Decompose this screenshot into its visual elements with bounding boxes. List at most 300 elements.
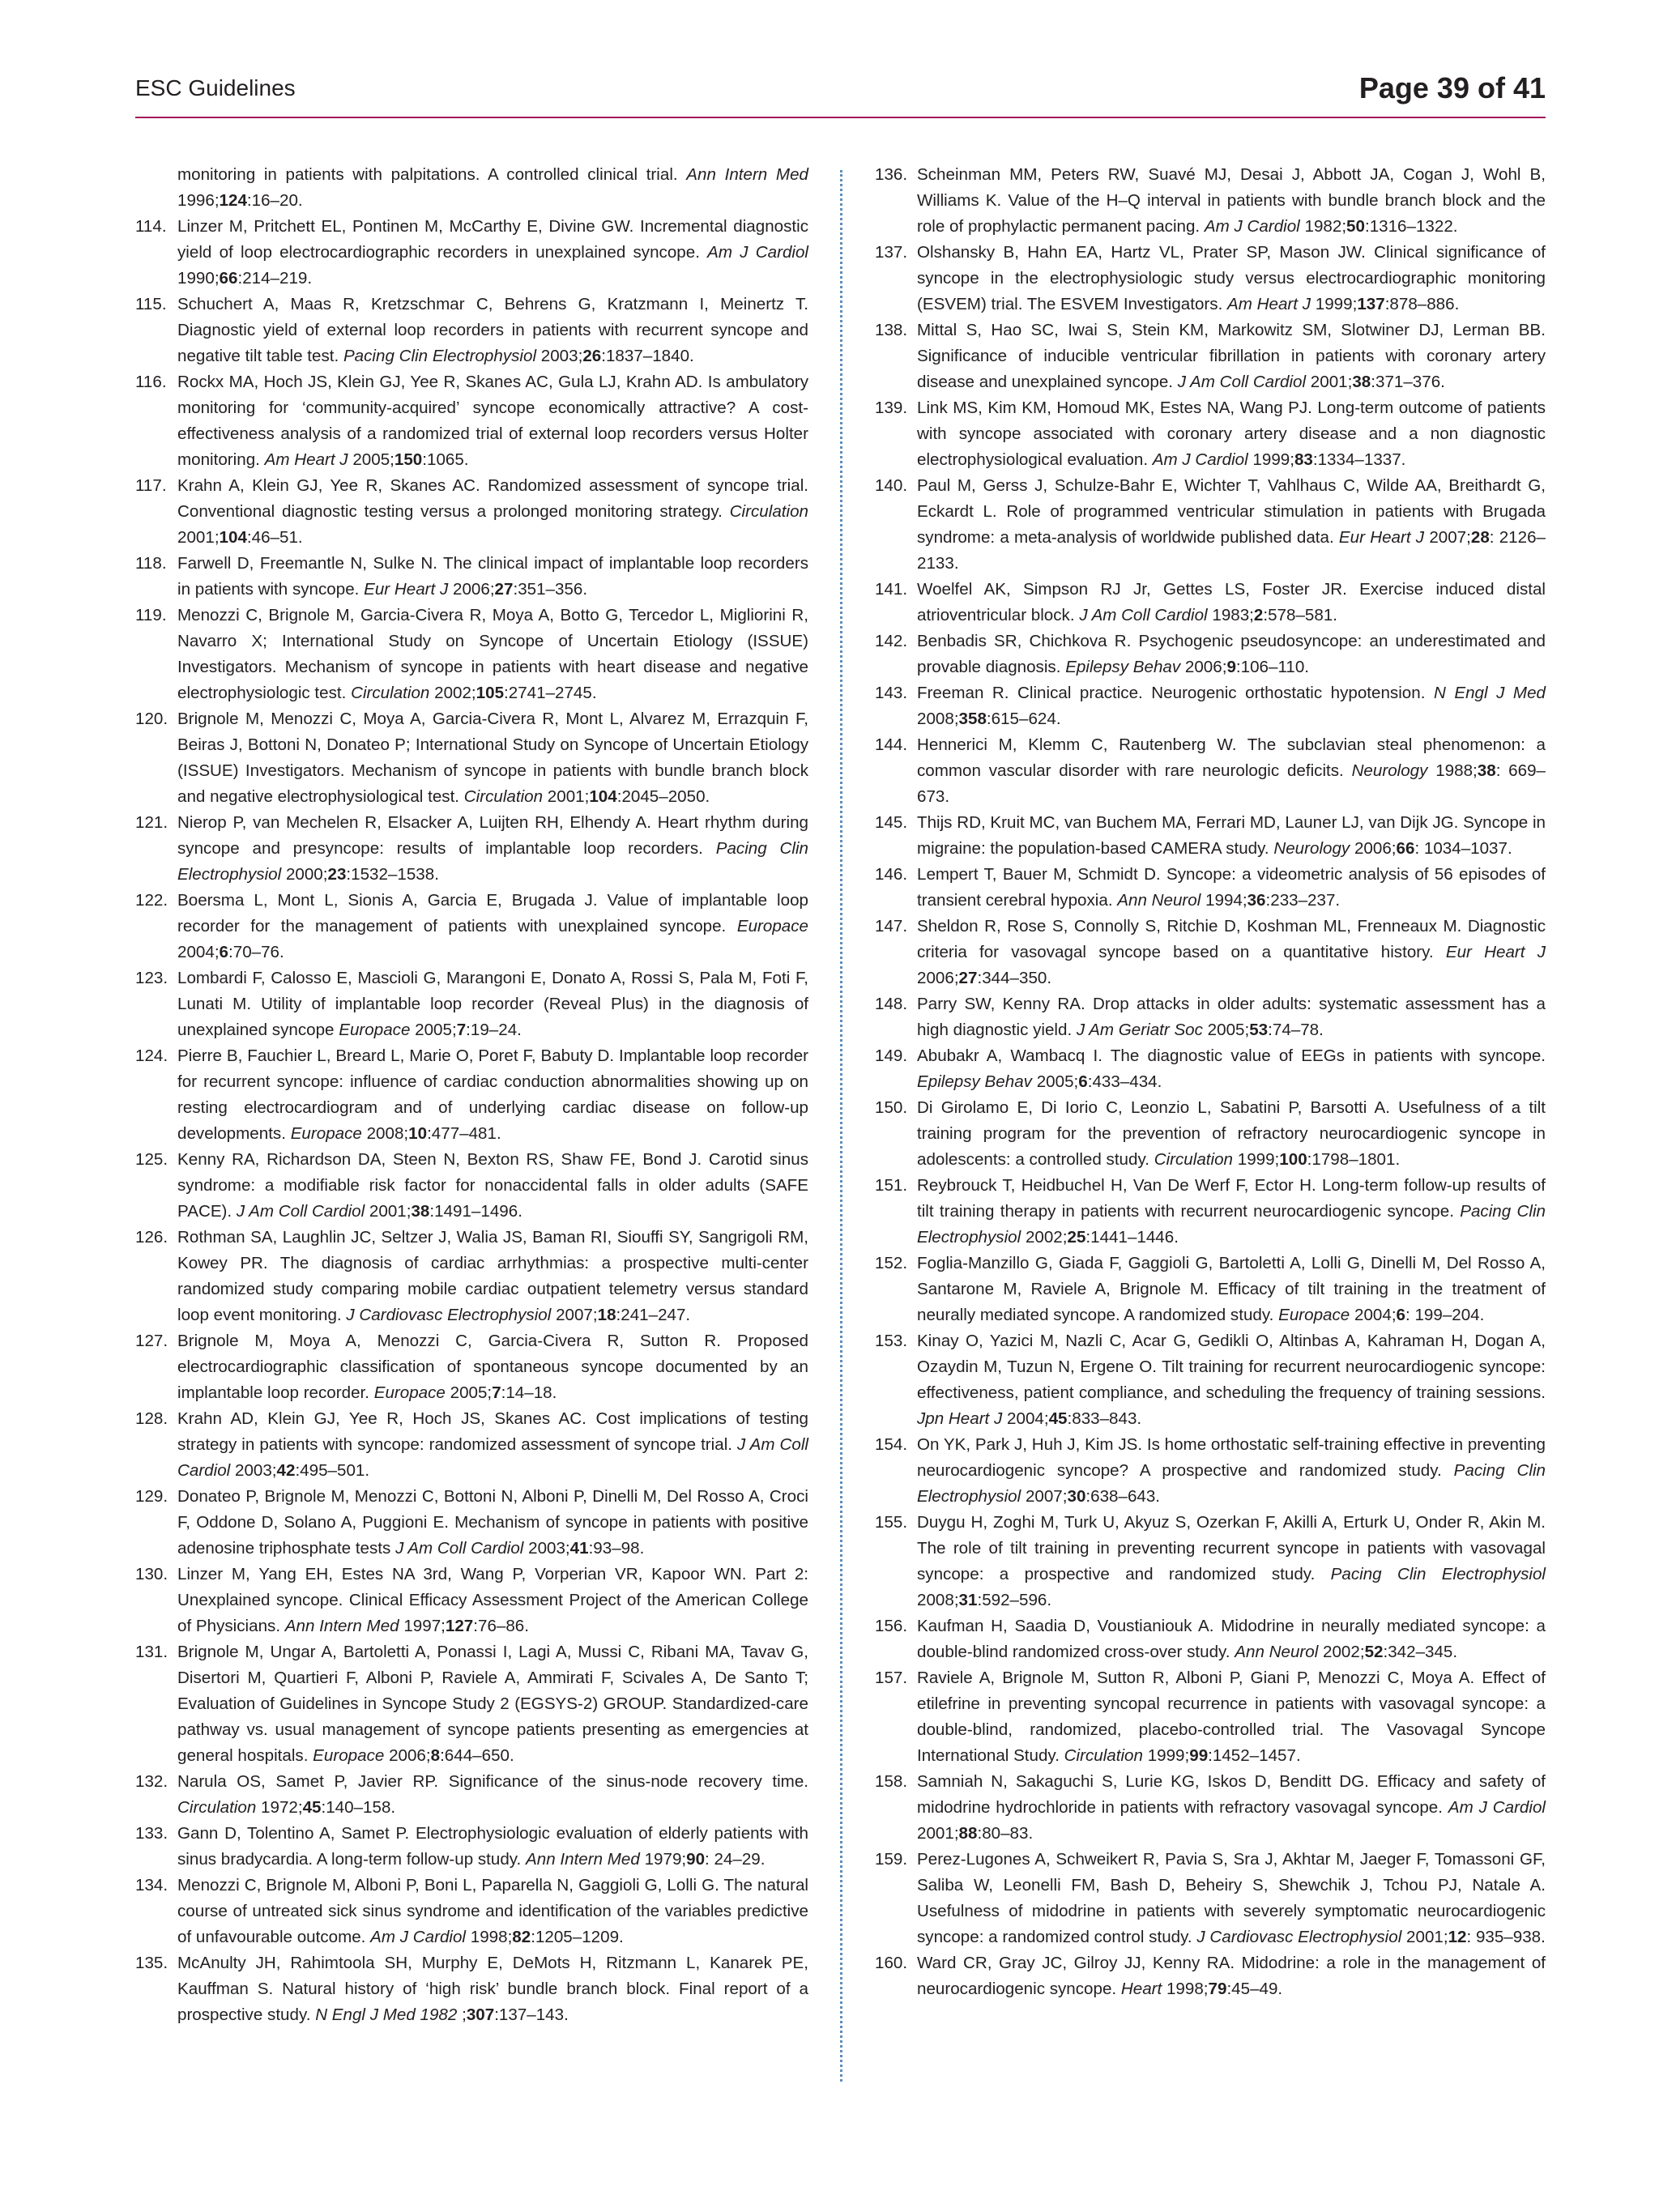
reference-journal: Ann Intern Med	[526, 1850, 640, 1869]
reference-year: 2001;	[917, 1824, 959, 1843]
reference-volume: 26	[582, 347, 602, 365]
reference-number: 140.	[875, 476, 908, 495]
reference-text: Lempert T, Bauer M, Schmidt D. Syncope: a videometric analysis of 56 episodes of transient cerebral hypoxia.	[917, 865, 1546, 910]
reference-number: 144.	[875, 735, 908, 754]
reference-year: 2003;	[528, 1539, 570, 1558]
reference-text: Duygu H, Zoghi M, Turk U, Akyuz S, Ozerkan F, Akilli A, Erturk U, Onder R, Akin M. The role of tilt training in preventing recurrent syncope in patients with vasovagal syncope: a prospective and randomized study.	[917, 1513, 1546, 1583]
reference-number: 133.	[135, 1824, 168, 1843]
reference-text: Lombardi F, Calosso E, Mascioli G, Marangoni E, Donato A, Rossi S, Pala M, Foti F, Lunati M. Utility of implantable loop recorder (Reveal Plus) in the diagnosis of unexplained syncope	[177, 969, 808, 1039]
reference-volume: 8	[430, 1746, 441, 1765]
reference-volume: 38	[1352, 373, 1371, 391]
reference-text: Rockx MA, Hoch JS, Klein GJ, Yee R, Skanes AC, Gula LJ, Krahn AD. Is ambulatory monitoring for ‘community-acquired’ syncope economically attractive? A cost-effectiveness analysis of a randomized trial of external loop recorders versus Holter monitoring.	[177, 373, 808, 469]
reference-text: Boersma L, Mont L, Sionis A, Garcia E, Brugada J. Value of implantable loop recorder for the management of patients with unexplained syncope.	[177, 891, 808, 936]
reference-number: 149.	[875, 1046, 908, 1065]
reference-volume: 307	[466, 2005, 495, 2024]
reference-journal: J Am Coll Cardiol	[177, 1435, 808, 1480]
reference-number: 121.	[135, 813, 168, 832]
reference-text: Hennerici M, Klemm C, Rautenberg W. The subclavian steal phenomenon: a common vascular disorder with rare neurologic deficits.	[917, 735, 1546, 780]
reference-entry	[135, 603, 808, 706]
reference-year: 2007;	[1025, 1487, 1068, 1506]
reference-volume: 105	[476, 684, 505, 702]
reference-number: 117.	[135, 476, 167, 495]
reference-text: Parry SW, Kenny RA. Drop attacks in older adults: systematic assessment has a high diagnostic yield.	[917, 995, 1546, 1039]
reference-pages: : 2126–2133.	[917, 528, 1546, 573]
reference-pages: :137–143.	[494, 2005, 569, 2024]
reference-text: Samniah N, Sakaguchi S, Lurie KG, Iskos D, Benditt DG. Efficacy and safety of midodrine hydrochloride in patients with refractory vasovagal syncope.	[917, 1772, 1546, 1817]
reference-number: 137.	[875, 243, 908, 262]
reference-journal: J Am Coll Cardiol	[1177, 373, 1307, 391]
reference-entry	[875, 318, 1546, 395]
reference-text: Kinay O, Yazici M, Nazli C, Acar G, Gedikli O, Altinbas A, Kahraman H, Dogan A, Ozaydin M, Tuzun N, Ergene O. Tilt training for recurrent neurocardiogenic syncope: effectiveness, patient compliance, and scheduling the frequency of training sessions.	[917, 1332, 1546, 1402]
reference-pages: :1441–1446.	[1085, 1228, 1179, 1247]
reference-pages: :214–219.	[237, 269, 313, 288]
reference-number: 123.	[135, 969, 168, 987]
reference-pages: :1334–1337.	[1312, 450, 1406, 469]
reference-journal: Circulation	[177, 1798, 257, 1817]
reference-volume: 52	[1364, 1643, 1384, 1661]
reference-journal: Circulation	[351, 684, 430, 702]
reference-volume: 7	[492, 1383, 501, 1402]
reference-pages: :1491–1496.	[429, 1202, 522, 1221]
reference-journal: N Engl J Med	[1433, 684, 1546, 702]
reference-journal: Am Heart J	[264, 450, 348, 469]
reference-entry	[135, 1873, 808, 1950]
reference-volume: 25	[1067, 1228, 1086, 1247]
reference-year: 2008;	[917, 1591, 959, 1609]
reference-volume: 38	[411, 1202, 430, 1221]
reference-year: 1999;	[1237, 1150, 1280, 1169]
reference-number: 153.	[875, 1332, 908, 1350]
reference-year: 1983;	[1212, 606, 1254, 624]
reference-entry	[875, 1950, 1546, 2002]
reference-year: 2002;	[1025, 1228, 1068, 1247]
reference-year: 2006;	[389, 1746, 431, 1765]
reference-pages: : 669–673.	[917, 761, 1546, 806]
reference-year: ;	[462, 2005, 467, 2024]
reference-pages: :1837–1840.	[601, 347, 694, 365]
reference-year: 2004;	[1007, 1409, 1049, 1428]
reference-volume: 137	[1357, 295, 1385, 313]
reference-entry	[135, 369, 808, 473]
reference-number: 131.	[135, 1643, 168, 1661]
reference-pages: : 199–204.	[1405, 1306, 1485, 1324]
reference-year: 1994;	[1205, 891, 1247, 910]
reference-volume: 27	[494, 580, 514, 599]
reference-number: 126.	[135, 1228, 168, 1247]
reference-volume: 6	[219, 943, 229, 961]
reference-journal: Ann Neurol	[1117, 891, 1201, 910]
reference-journal: Am J Cardiol	[707, 243, 808, 262]
reference-text: Brignole M, Ungar A, Bartoletti A, Ponassi I, Lagi A, Mussi C, Ribani MA, Tavav G, Disertori M, Quartieri F, Alboni P, Raviele A, Ammirati F, Scivales A, De Santo T; Evaluation of Guidelines in Syncope Study 2 (EGSYS-2) GROUP. Standardized-care pathway vs. usual management of syncope patients presenting as emergencies at general hospitals.	[177, 1643, 808, 1765]
reference-journal: Europace	[736, 917, 808, 936]
reference-volume: 53	[1249, 1021, 1269, 1039]
reference-pages: :1452–1457.	[1208, 1746, 1301, 1765]
reference-journal: Pacing Clin Electrophysiol	[917, 1202, 1546, 1247]
reference-journal: Eur Heart J	[1445, 943, 1546, 961]
reference-text: Thijs RD, Kruit MC, van Buchem MA, Ferrari MD, Launer LJ, van Dijk JG. Syncope in migraine: the population-based CAMERA study.	[917, 813, 1546, 858]
reference-year: 2005;	[415, 1021, 457, 1039]
reference-pages: : 1034–1037.	[1414, 839, 1512, 858]
reference-number: 159.	[875, 1850, 908, 1869]
reference-entry	[875, 473, 1546, 577]
reference-year: 1998;	[470, 1928, 513, 1946]
reference-pages: :344–350.	[977, 969, 1052, 987]
reference-text: Sheldon R, Rose S, Connolly S, Ritchie D, Koshman ML, Frenneaux M. Diagnostic criteria for vasovagal syncope based on a quantitative history.	[917, 917, 1546, 961]
reference-pages: :45–49.	[1226, 1980, 1283, 1998]
reference-entry	[135, 1147, 808, 1225]
reference-journal: Ann Neurol	[1235, 1643, 1319, 1661]
reference-entry	[135, 1821, 808, 1873]
reference-volume: 10	[408, 1124, 428, 1143]
reference-number: 145.	[875, 813, 908, 832]
reference-journal: Epilepsy Behav	[1065, 658, 1181, 676]
reference-entry	[875, 991, 1546, 1043]
reference-entry	[135, 1769, 808, 1821]
reference-year: 2004;	[177, 943, 220, 961]
reference-year: 2008;	[917, 710, 959, 728]
reference-year: 2001;	[177, 528, 220, 547]
reference-volume: 104	[219, 528, 247, 547]
reference-pages: :76–86.	[473, 1617, 529, 1635]
reference-volume: 6	[1078, 1072, 1088, 1091]
reference-number: 151.	[875, 1176, 908, 1195]
reference-number: 130.	[135, 1565, 168, 1583]
reference-pages: :2045–2050.	[616, 787, 710, 806]
reference-volume: 18	[597, 1306, 616, 1324]
reference-journal: J Am Coll Cardiol	[1079, 606, 1208, 624]
reference-year: 2006;	[917, 969, 959, 987]
reference-number: 122.	[135, 891, 168, 910]
reference-entry	[135, 965, 808, 1043]
reference-text: Krahn AD, Klein GJ, Yee R, Hoch JS, Skanes AC. Cost implications of testing strategy in patients with syncope: randomized assessment of syncope trial.	[177, 1409, 808, 1454]
reference-number: 114.	[135, 217, 167, 236]
reference-year: 2006;	[1184, 658, 1227, 676]
reference-text: On YK, Park J, Huh J, Kim JS. Is home orthostatic self-training effective in preventing neurocardiogenic syncope? A prospective and randomized study.	[917, 1435, 1546, 1480]
reference-text: Gann D, Tolentino A, Samet P. Electrophysiologic evaluation of elderly patients with sinus bradycardia. A long-term follow-up study.	[177, 1824, 808, 1869]
reference-pages: :70–76.	[228, 943, 284, 961]
reference-journal: Europace	[373, 1383, 446, 1402]
reference-journal: Am J Cardiol	[1448, 1798, 1546, 1817]
journal-name: ESC Guidelines	[135, 75, 296, 100]
reference-volume: 90	[686, 1850, 706, 1869]
reference-volume: 82	[512, 1928, 531, 1946]
reference-pages: :46–51.	[246, 528, 303, 547]
reference-text: Olshansky B, Hahn EA, Hartz VL, Prater SP, Mason JW. Clinical significance of syncope in the electrophysiologic study versus electrocardiographic monitoring (ESVEM) trial. The ESVEM Investigators.	[917, 243, 1546, 313]
reference-number: 155.	[875, 1513, 908, 1532]
reference-year: 2005;	[1036, 1072, 1079, 1091]
reference-journal: Europace	[339, 1021, 411, 1039]
reference-year: 2004;	[1354, 1306, 1397, 1324]
reference-entry	[875, 914, 1546, 991]
reference-journal: Neurology	[1351, 761, 1428, 780]
reference-pages: :2741–2745.	[504, 684, 597, 702]
reference-number: 150.	[875, 1098, 908, 1117]
reference-number: 148.	[875, 995, 908, 1013]
reference-volume: 150	[394, 450, 423, 469]
reference-journal: J Am Geriatr Soc	[1076, 1021, 1203, 1039]
reference-journal: Pacing Clin Electrophysiol	[343, 347, 537, 365]
reference-pages: :833–843.	[1067, 1409, 1142, 1428]
reference-entry	[875, 162, 1546, 240]
reference-pages: :1532–1538.	[346, 865, 439, 884]
reference-entry	[135, 214, 808, 292]
reference-number: 152.	[875, 1254, 908, 1272]
reference-entry	[875, 577, 1546, 629]
reference-number: 135.	[135, 1954, 168, 1972]
reference-journal: J Cardiovasc Electrophysiol	[1196, 1928, 1402, 1946]
reference-pages: :74–78.	[1268, 1021, 1324, 1039]
reference-number: 146.	[875, 865, 908, 884]
reference-entry	[135, 1225, 808, 1328]
reference-number: 138.	[875, 321, 908, 339]
reference-volume: 23	[327, 865, 347, 884]
reference-entry	[875, 1173, 1546, 1251]
reference-pages: :615–624.	[986, 710, 1061, 728]
reference-column-left	[135, 162, 808, 2028]
reference-year: 2005;	[1207, 1021, 1250, 1039]
reference-volume: 27	[958, 969, 978, 987]
reference-entry	[875, 1251, 1546, 1328]
reference-year: 2006;	[453, 580, 495, 599]
reference-journal: Eur Heart J	[1338, 528, 1425, 547]
reference-text: Pierre B, Fauchier L, Breard L, Marie O, Poret F, Babuty D. Implantable loop recorder for recurrent syncope: influence of cardiac conduction abnormalities showing up on resting electrocardiogram and of underlying cardiac disease on follow-up developments.	[177, 1046, 808, 1143]
reference-number: 132.	[135, 1772, 168, 1791]
reference-year: 2001;	[1310, 373, 1353, 391]
reference-pages: :878–886.	[1384, 295, 1460, 313]
reference-year: 2007;	[556, 1306, 598, 1324]
reference-text: Kaufman H, Saadia D, Voustianiouk A. Midodrine in neurally mediated syncope: a double-blind randomized cross-over study.	[917, 1617, 1546, 1661]
reference-year: 2008;	[366, 1124, 409, 1143]
reference-text: Woelfel AK, Simpson RJ Jr, Gettes LS, Foster JR. Exercise induced distal atrioventricular block.	[917, 580, 1546, 624]
reference-number: 141.	[875, 580, 908, 599]
reference-journal: Ann Intern Med	[284, 1617, 399, 1635]
reference-volume: 124	[219, 191, 247, 210]
reference-journal: Circulation	[1154, 1150, 1233, 1169]
reference-pages: :1065.	[422, 450, 469, 469]
reference-journal: Jpn Heart J	[917, 1409, 1003, 1428]
reference-number: 154.	[875, 1435, 908, 1454]
reference-journal: J Am Coll Cardiol	[395, 1539, 524, 1558]
reference-journal: J Am Coll Cardiol	[236, 1202, 365, 1221]
reference-journal: Europace	[290, 1124, 362, 1143]
reference-entry	[135, 1639, 808, 1769]
reference-journal: Epilepsy Behav	[917, 1072, 1032, 1091]
column-divider	[840, 170, 842, 2082]
reference-volume: 45	[302, 1798, 322, 1817]
reference-text: Link MS, Kim KM, Homoud MK, Estes NA, Wang PJ. Long-term outcome of patients with syncope associated with coronary artery disease and a non diagnostic electrophysiological evaluation.	[917, 399, 1546, 469]
reference-pages: :477–481.	[427, 1124, 501, 1143]
reference-number: 128.	[135, 1409, 168, 1428]
reference-number: 115.	[135, 295, 167, 313]
reference-volume: 12	[1448, 1928, 1467, 1946]
reference-text: Raviele A, Brignole M, Sutton R, Alboni P, Giani P, Menozzi C, Moya A. Effect of etilefrine in preventing syncopal recurrence in patients with vasovagal syncope: a double-blind, randomized, placebo-controlled trial. The Vasovagal Syncope International Study.	[917, 1669, 1546, 1765]
reference-text: Ward CR, Gray JC, Gilroy JJ, Kenny RA. Midodrine: a role in the management of neurocardiogenic syncope.	[917, 1954, 1546, 1998]
reference-year: 1997;	[403, 1617, 446, 1635]
reference-text: Di Girolamo E, Di Iorio C, Leonzio L, Sabatini P, Barsotti A. Usefulness of a tilt training program for the prevention of refractory neurocardiogenic syncope in adolescents: a controlled study.	[917, 1098, 1546, 1169]
reference-text: Narula OS, Samet P, Javier RP. Significance of the sinus-node recovery time.	[177, 1772, 808, 1791]
reference-text: Brignole M, Menozzi C, Moya A, Garcia-Civera R, Mont L, Alvarez M, Errazquin F, Beiras J, Bottoni N, Donateo P; International Study on Syncope of Uncertain Etiology (ISSUE) Investigators. Mechanism of syncope in patients with bundle branch block and negative electrophysiological test.	[177, 710, 808, 806]
reference-number: 143.	[875, 684, 908, 702]
reference-column-right	[875, 162, 1546, 2002]
reference-number: 157.	[875, 1669, 908, 1687]
reference-number: 124.	[135, 1046, 168, 1065]
reference-text: Brignole M, Moya A, Menozzi C, Garcia-Civera R, Sutton R. Proposed electrocardiographic classification of spontaneous syncope documented by an implantable loop recorder.	[177, 1332, 808, 1402]
reference-journal: Pacing Clin Electrophysiol	[177, 839, 808, 884]
reference-text: Reybrouck T, Heidbuchel H, Van De Werf F, Ector H. Long-term follow-up results of tilt training therapy in patients with recurrent neurocardiogenic syncope.	[917, 1176, 1546, 1221]
reference-pages: :80–83.	[977, 1824, 1034, 1843]
reference-entry	[135, 810, 808, 888]
reference-pages: :371–376.	[1371, 373, 1445, 391]
reference-number: 160.	[875, 1954, 908, 1972]
reference-entry	[875, 1095, 1546, 1173]
reference-entry	[875, 1432, 1546, 1510]
reference-number: 136.	[875, 165, 908, 184]
reference-year: 1979;	[644, 1850, 687, 1869]
reference-pages: :342–345.	[1383, 1643, 1458, 1661]
reference-journal: Am J Cardiol	[370, 1928, 467, 1946]
reference-entry	[875, 1613, 1546, 1665]
reference-year: 1999;	[1147, 1746, 1190, 1765]
reference-volume: 41	[569, 1539, 589, 1558]
reference-pages: :644–650.	[440, 1746, 514, 1765]
reference-pages: :592–596.	[977, 1591, 1052, 1609]
reference-pages: :638–643.	[1085, 1487, 1161, 1506]
reference-pages: :19–24.	[466, 1021, 522, 1039]
reference-pages: :1205–1209.	[531, 1928, 624, 1946]
reference-entry	[135, 473, 808, 551]
page-header	[135, 70, 1546, 107]
reference-text: Rothman SA, Laughlin JC, Seltzer J, Walia JS, Baman RI, Siouffi SY, Sangrigoli RM, Kowey PR. The diagnosis of cardiac arrhythmias: a prospective multi-center randomized study comparing mobile cardiac outpatient telemetry versus standard loop event monitoring.	[177, 1228, 808, 1324]
reference-number: 120.	[135, 710, 168, 728]
reference-pages: :241–247.	[616, 1306, 691, 1324]
reference-volume: 31	[958, 1591, 978, 1609]
reference-volume: 38	[1477, 761, 1496, 780]
reference-number: 119.	[135, 606, 167, 624]
reference-entry	[875, 1665, 1546, 1769]
reference-pages: :93–98.	[588, 1539, 645, 1558]
reference-journal: Am Heart J	[1227, 295, 1311, 313]
reference-journal: Eur Heart J	[364, 580, 449, 599]
reference-text: Kenny RA, Richardson DA, Steen N, Bexton RS, Shaw FE, Bond J. Carotid sinus syndrome: a modifiable risk factor for nonaccidental falls in older adults (SAFE PACE).	[177, 1150, 808, 1221]
reference-volume: 127	[445, 1617, 474, 1635]
reference-number: 116.	[135, 373, 167, 391]
reference-year: 2002;	[1323, 1643, 1365, 1661]
reference-entry	[875, 240, 1546, 318]
reference-pages: :233–237.	[1265, 891, 1341, 910]
reference-entry	[875, 1328, 1546, 1432]
reference-journal: Circulation	[463, 787, 544, 806]
reference-number: 139.	[875, 399, 908, 417]
reference-journal: Neurology	[1273, 839, 1350, 858]
reference-text: Menozzi C, Brignole M, Alboni P, Boni L, Paparella N, Gaggioli G, Lolli G. The natural course of untreated sick sinus syndrome and identification of the variables predictive of unfavourable outcome.	[177, 1876, 808, 1946]
reference-year: 1988;	[1435, 761, 1478, 780]
reference-volume: 30	[1067, 1487, 1086, 1506]
reference-entry	[875, 1769, 1546, 1847]
reference-number: 125.	[135, 1150, 168, 1169]
reference-entry	[135, 1562, 808, 1639]
reference-number: 147.	[875, 917, 908, 936]
reference-journal: N Engl J Med 1982	[315, 2005, 458, 2024]
reference-journal: Pacing Clin Electrophysiol	[917, 1461, 1546, 1506]
reference-journal: Circulation	[1064, 1746, 1143, 1765]
reference-journal: Europace	[1278, 1306, 1350, 1324]
reference-volume: 2	[1253, 606, 1264, 624]
reference-volume: 9	[1226, 658, 1236, 676]
reference-text: Menozzi C, Brignole M, Garcia-Civera R, Moya A, Botto G, Tercedor L, Migliorini R, Navarro X; International Study on Syncope of Uncertain Etiology (ISSUE) Investigators. Mechanism of syncope in patients with heart disease and negative electrophysiologic test.	[177, 606, 808, 702]
reference-entry	[875, 395, 1546, 473]
reference-volume: 66	[1396, 839, 1415, 858]
reference-journal: J Cardiovasc Electrophysiol	[346, 1306, 552, 1324]
reference-journal: Circulation	[729, 502, 808, 521]
reference-pages: :106–110.	[1235, 658, 1309, 676]
reference-pages: :495–501.	[295, 1461, 370, 1480]
reference-year: 1998;	[1166, 1980, 1209, 1998]
reference-text: Benbadis SR, Chichkova R. Psychogenic pseudosyncope: an underestimated and provable diagnosis.	[917, 632, 1546, 676]
reference-pages: : 935–938.	[1466, 1928, 1546, 1946]
reference-journal: Am J Cardiol	[1204, 217, 1300, 236]
reference-journal: Europace	[313, 1746, 385, 1765]
reference-volume: 36	[1247, 891, 1266, 910]
reference-text: Krahn A, Klein GJ, Yee R, Skanes AC. Randomized assessment of syncope trial. Conventional diagnostic testing versus a prolonged monitoring strategy.	[177, 476, 808, 521]
reference-volume: 358	[958, 710, 987, 728]
reference-pages: :14–18.	[501, 1383, 557, 1402]
reference-volume: 66	[219, 269, 238, 288]
reference-text: Paul M, Gerss J, Schulze-Bahr E, Wichter T, Vahlhaus C, Wilde AA, Breithardt G, Eckardt L. Role of programmed ventricular stimulation in patients with Brugada syndrome: a meta-analysis of worldwide published data.	[917, 476, 1546, 547]
reference-pages: :16–20.	[246, 191, 303, 210]
reference-volume: 50	[1346, 217, 1365, 236]
reference-entry	[875, 810, 1546, 862]
reference-entry	[135, 1406, 808, 1484]
reference-pages: :578–581.	[1263, 606, 1337, 624]
reference-volume: 28	[1470, 528, 1490, 547]
reference-year: 2007;	[1429, 528, 1471, 547]
reference-year: 1999;	[1252, 450, 1294, 469]
reference-volume: 83	[1294, 450, 1313, 469]
reference-text: Abubakr A, Wambacq I. The diagnostic value of EEGs in patients with syncope.	[917, 1046, 1546, 1065]
reference-volume: 100	[1279, 1150, 1307, 1169]
reference-entry	[875, 680, 1546, 732]
reference-number: 156.	[875, 1617, 908, 1635]
reference-year: 2001;	[547, 787, 590, 806]
reference-text: Linzer M, Yang EH, Estes NA 3rd, Wang P, Vorperian VR, Kapoor WN. Part 2: Unexplained syncope. Clinical Efficacy Assessment Project of the American College of Physicians.	[177, 1565, 808, 1635]
reference-year: 1990;	[177, 269, 220, 288]
reference-year: 2001;	[1406, 1928, 1448, 1946]
reference-entry	[135, 292, 808, 369]
reference-entry	[875, 862, 1546, 914]
reference-entry	[875, 629, 1546, 680]
reference-volume: 99	[1189, 1746, 1209, 1765]
reference-entry	[875, 1510, 1546, 1613]
reference-volume: 6	[1396, 1306, 1406, 1324]
reference-year: 2002;	[434, 684, 476, 702]
reference-text: McAnulty JH, Rahimtoola SH, Murphy E, DeMots H, Ritzmann L, Kanarek PE, Kauffman S. Natural history of ‘high risk’ bundle branch block. Final report of a prospective study.	[177, 1954, 808, 2024]
reference-year: 2001;	[369, 1202, 412, 1221]
reference-entry	[135, 1328, 808, 1406]
reference-entry	[135, 551, 808, 603]
reference-journal: Am J Cardiol	[1152, 450, 1248, 469]
reference-volume: 88	[958, 1824, 978, 1843]
reference-text: Freeman R. Clinical practice. Neurogenic orthostatic hypotension.	[917, 684, 1426, 702]
reference-text: Foglia-Manzillo G, Giada F, Gaggioli G, Bartoletti A, Lolli G, Dinelli M, Del Rosso A, Santarone M, Raviele A, Brignole M. Efficacy of tilt training in the treatment of neurally mediated syncope. A randomized study.	[917, 1254, 1546, 1324]
reference-text: Perez-Lugones A, Schweikert R, Pavia S, Sra J, Akhtar M, Jaeger F, Tomassoni GF, Saliba W, Leonelli FM, Bash D, Beheiry S, Shewchik J, Tchou PJ, Natale A. Usefulness of midodrine in patients with severely symptomatic neurocardiogenic syncope: a randomized control study.	[917, 1850, 1546, 1946]
reference-text: Nierop P, van Mechelen R, Elsacker A, Luijten RH, Elhendy A. Heart rhythm during syncope and presyncope: results of implantable loop recorders.	[177, 813, 808, 858]
reference-pages: : 24–29.	[705, 1850, 766, 1869]
reference-text: Linzer M, Pritchett EL, Pontinen M, McCarthy E, Divine GW. Incremental diagnostic yield of loop electrocardiographic recorders in unexplained syncope.	[177, 217, 808, 262]
reference-volume: 42	[276, 1461, 296, 1480]
reference-entry	[135, 888, 808, 965]
reference-entry	[135, 1950, 808, 2028]
reference-year: 2003;	[234, 1461, 277, 1480]
